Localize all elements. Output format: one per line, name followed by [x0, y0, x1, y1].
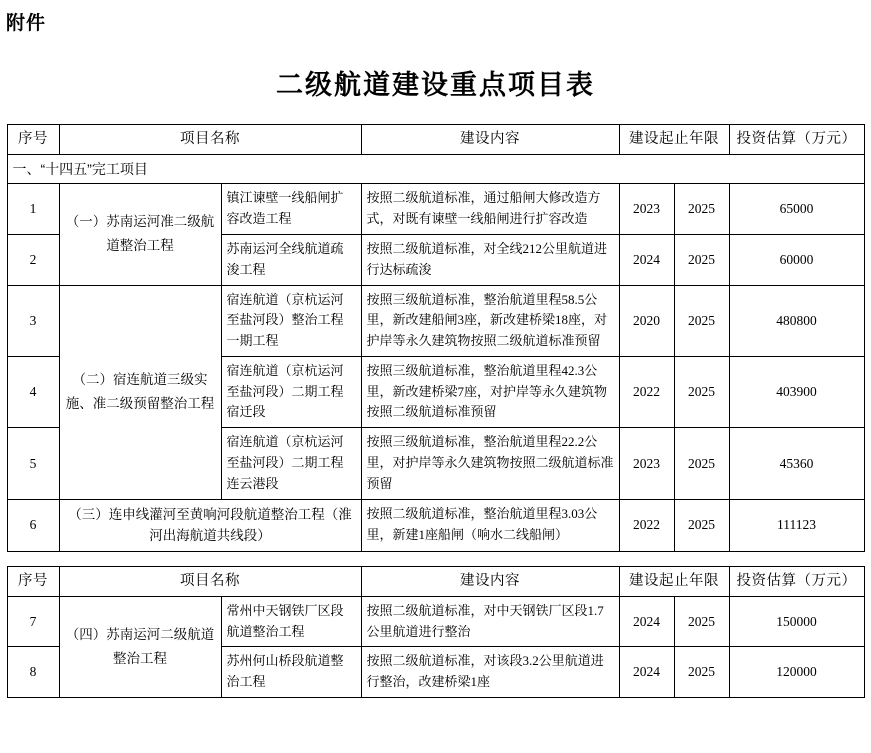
row-seq: 2 — [7, 234, 59, 285]
row-end-year: 2025 — [674, 184, 729, 235]
header-investment: 投资估算（万元） — [729, 125, 864, 155]
row-investment: 403900 — [729, 356, 864, 427]
row-project-name: 常州中天钢铁厂区段航道整治工程 — [221, 596, 361, 647]
row-seq: 6 — [7, 499, 59, 551]
row-content: 按照二级航道标准，对中天钢铁厂区段1.7公里航道进行整治 — [361, 596, 619, 647]
row-end-year: 2025 — [674, 596, 729, 647]
row-end-year: 2025 — [674, 499, 729, 551]
attachment-label: 附件 — [6, 13, 47, 34]
row-content: 按照三级航道标准，整治航道里程42.3公里，新改建桥梁7座，对护岸等永久建筑物按照二级航道标准预留 — [361, 356, 619, 427]
row-investment: 480800 — [729, 285, 864, 356]
group-label: （一）苏南运河准二级航道整治工程 — [59, 184, 221, 285]
row-end-year: 2025 — [674, 356, 729, 427]
row-seq: 4 — [7, 356, 59, 427]
row-project-name: 镇江谏壁一线船闸扩容改造工程 — [221, 184, 361, 235]
project-table-part1 — [7, 124, 865, 552]
row-start-year: 2020 — [619, 285, 674, 356]
row-content: 按照二级航道标准，整治航道里程3.03公里，新建1座船闸（响水二线船闸） — [361, 499, 619, 551]
row-content: 按照二级航道标准，通过船闸大修改造方式，对既有谏壁一线船闸进行扩容改造 — [361, 184, 619, 235]
header-content: 建设内容 — [361, 566, 619, 596]
table-row — [7, 499, 864, 551]
row-start-year: 2024 — [619, 647, 674, 698]
row-start-year: 2023 — [619, 428, 674, 499]
table-header-row — [7, 566, 864, 596]
section-title-row — [7, 155, 864, 184]
section-title: 一、“十四五”完工项目 — [7, 155, 864, 184]
header-investment: 投资估算（万元） — [729, 566, 864, 596]
row-project-name: 苏南运河全线航道疏浚工程 — [221, 234, 361, 285]
header-seq: 序号 — [7, 566, 59, 596]
row-investment: 111123 — [729, 499, 864, 551]
row-seq: 8 — [7, 647, 59, 698]
group-label: （四）苏南运河二级航道整治工程 — [59, 596, 221, 697]
table-row — [7, 184, 864, 235]
table-row — [7, 596, 864, 647]
row-project-name: 宿连航道（京杭运河至盐河段）整治工程一期工程 — [221, 285, 361, 356]
row-content: 按照三级航道标准，整治航道里程22.2公里，对护岸等永久建筑物按照二级航道标准预留 — [361, 428, 619, 499]
row-investment: 60000 — [729, 234, 864, 285]
row-investment: 150000 — [729, 596, 864, 647]
row-investment: 45360 — [729, 428, 864, 499]
row-start-year: 2023 — [619, 184, 674, 235]
row-project-name: 苏州何山桥段航道整治工程 — [221, 647, 361, 698]
header-project-name: 项目名称 — [59, 125, 361, 155]
row-content: 按照二级航道标准，对该段3.2公里航道进行整治，改建桥梁1座 — [361, 647, 619, 698]
row-investment: 65000 — [729, 184, 864, 235]
row-seq: 7 — [7, 596, 59, 647]
row-start-year: 2024 — [619, 596, 674, 647]
table-gap — [0, 552, 871, 566]
header-content: 建设内容 — [361, 125, 619, 155]
group-label: （二）宿连航道三级实施、准二级预留整治工程 — [59, 285, 221, 499]
row-end-year: 2025 — [674, 647, 729, 698]
row-seq: 3 — [7, 285, 59, 356]
header-years: 建设起止年限 — [619, 566, 729, 596]
page-title: 二级航道建设重点项目表 — [276, 70, 595, 100]
row-start-year: 2022 — [619, 356, 674, 427]
row-content: 按照二级航道标准，对全线212公里航道进行达标疏浚 — [361, 234, 619, 285]
row-investment: 120000 — [729, 647, 864, 698]
row-project-name: 宿连航道（京杭运河至盐河段）二期工程宿迁段 — [221, 356, 361, 427]
header-years: 建设起止年限 — [619, 125, 729, 155]
row-start-year: 2022 — [619, 499, 674, 551]
row-project-name: 宿连航道（京杭运河至盐河段）二期工程连云港段 — [221, 428, 361, 499]
row-start-year: 2024 — [619, 234, 674, 285]
project-table-part2 — [7, 566, 865, 698]
row-project-name: （三）连申线灌河至黄响河段航道整治工程（淮河出海航道共线段） — [59, 499, 361, 551]
row-end-year: 2025 — [674, 428, 729, 499]
row-content: 按照三级航道标准，整治航道里程58.5公里，新改建船闸3座，新改建桥梁18座，对护岸等永久建筑物按照二级航道标准预留 — [361, 285, 619, 356]
row-end-year: 2025 — [674, 234, 729, 285]
table-header-row — [7, 125, 864, 155]
header-project-name: 项目名称 — [59, 566, 361, 596]
header-seq: 序号 — [7, 125, 59, 155]
row-seq: 1 — [7, 184, 59, 235]
row-end-year: 2025 — [674, 285, 729, 356]
table-row — [7, 285, 864, 356]
row-seq: 5 — [7, 428, 59, 499]
